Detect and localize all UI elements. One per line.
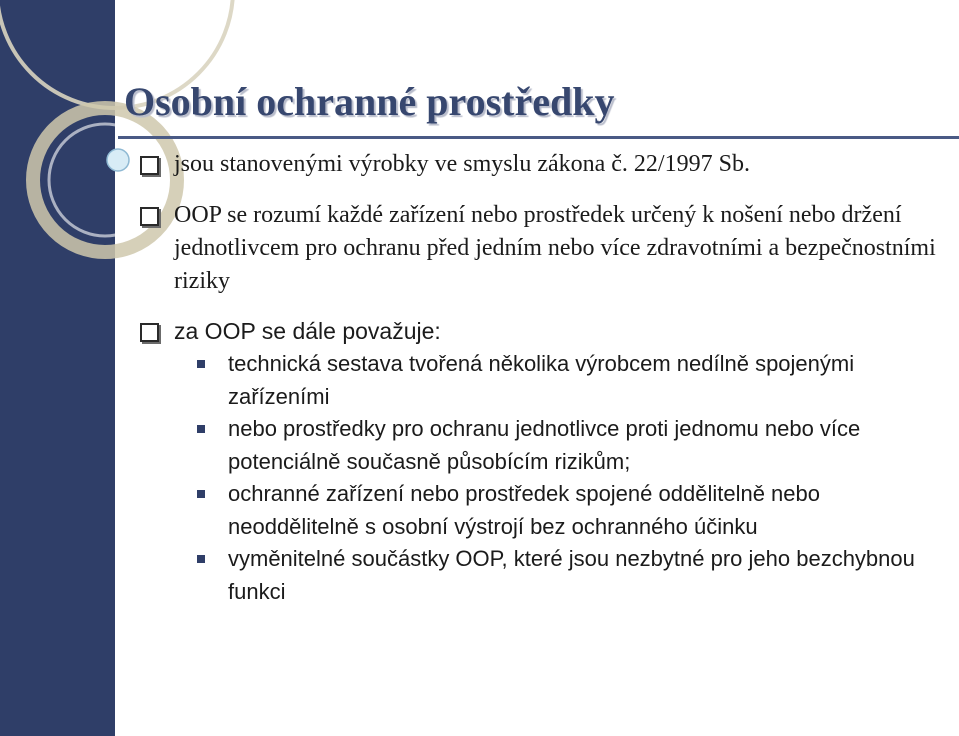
bullet-item [140,148,950,181]
bullet-text: za OOP se dále považuje: [174,318,441,344]
square-bullet-icon [197,555,205,563]
square-bullet-icon [197,425,205,433]
sub-bullet-item [194,413,950,478]
checkbox-bullet-icon [140,207,159,226]
title-underline [118,136,959,139]
checkbox-bullet-icon [140,323,159,342]
square-bullet-icon [197,360,205,368]
sub-bullet-text: vyměnitelné součástky OOP, které jsou nezbytné pro jeho bezchybnou funkci [228,546,915,604]
bullet-text: jsou stanovenými výrobky ve smyslu zákona č. 22/1997 Sb. [174,151,750,177]
sub-bullet-list [194,348,950,608]
bullet-text: OOP se rozumí každé zařízení nebo prostředek určený k nošení nebo držení jednotlivcem pro ochranu před jedním nebo více zdravotními a bezpečnostními riziky [174,202,936,294]
slide-title: Osobní ochranné prostředky [124,79,615,124]
square-bullet-icon [197,490,205,498]
sub-bullet-item [194,543,950,608]
bullet-item [140,315,950,348]
sub-bullet-text: nebo prostředky pro ochranu jednotlivce proti jednomu nebo více potenciálně současně působícím rizikům; [228,416,861,474]
sub-bullet-text: technická sestava tvořená několika výrobcem nedílně spojenými zařízeními [228,351,855,409]
sub-bullet-text: ochranné zařízení nebo prostředek spojené oddělitelně nebo neoddělitelně s osobní výstrojí bez ochranného účinku [228,481,820,539]
bullet-item [140,199,950,298]
slide-body [140,148,950,608]
accent-dot [107,149,129,171]
sub-bullet-item [194,348,950,413]
checkbox-bullet-icon [140,156,159,175]
sub-bullet-item [194,478,950,543]
